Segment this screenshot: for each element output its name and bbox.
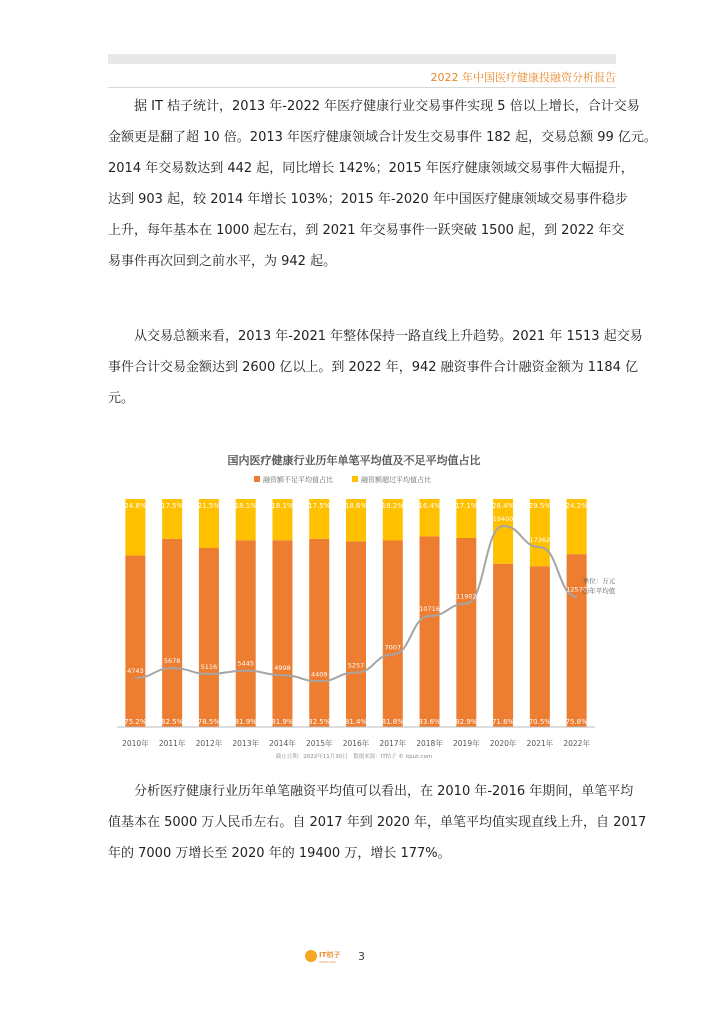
average-value-label: 5445	[237, 659, 254, 668]
bar-value-label-above: 18.1%	[234, 502, 257, 510]
line-series-annotation: 历年平均值	[582, 587, 616, 595]
bar-value-label-above: 17.1%	[455, 502, 478, 510]
bar-value-label-below: 83.6%	[418, 718, 441, 726]
average-value-label: 5678	[163, 657, 181, 666]
bar-segment-below-average	[420, 536, 440, 727]
paragraph-line: 从交易总额来看，2013 年-2021 年整体保持一路直线上升趋势。2021 年 1513 起交易	[108, 329, 643, 344]
bar-value-label-below: 82.5%	[308, 718, 331, 726]
bar-value-label-above: 18.6%	[344, 502, 368, 510]
bar-value-label-above: 16.4%	[418, 502, 441, 510]
bar-segment-below-average	[530, 566, 550, 727]
header-rule	[108, 87, 616, 88]
legend-swatch	[352, 476, 358, 482]
logo-subtext: ITJUZI.COM	[319, 960, 336, 964]
paragraph-line: 事件合计交易金额达到 2600 亿以上。到 2022 年，942 融资事件合计融资金额为 1184 亿	[108, 360, 638, 375]
bar-value-label-above: 18.1%	[271, 502, 294, 510]
chart-title: 国内医疗健康行业历年单笔平均值及不足平均值占比	[227, 454, 481, 467]
x-tick-label: 2014年	[269, 739, 296, 748]
line-unit-annotation: 单位：万元	[582, 577, 616, 585]
paragraph-line: 元。	[108, 391, 135, 406]
paragraph-line: 据 IT 桔子统计，2013 年-2022 年医疗健康行业交易事件实现 5 倍以上增长，合计交易	[108, 99, 640, 114]
average-value-label: 4409	[310, 670, 328, 679]
chart-figure	[108, 448, 616, 766]
x-tick-label: 2011年	[158, 739, 186, 748]
average-value-label: 11902	[455, 592, 477, 601]
bar-value-label-above: 18.2%	[381, 502, 404, 510]
paragraph-line: 金额更是翻了超 10 倍。2013 年医疗健康领域合计发生交易事件 182 起，交易总额 99 亿元。	[108, 130, 657, 145]
average-value-label: 5257	[347, 661, 365, 670]
paragraph-line: 易事件再次回到之前水平，为 942 起。	[108, 254, 337, 269]
bar-value-label-above: 24.8%	[124, 502, 147, 510]
bar-value-label-below: 75.2%	[124, 718, 147, 726]
x-tick-label: 2019年	[453, 739, 480, 748]
chart-footnote: 截止日期：2022年11月30日 数据来源：IT桔子 © itjuzi.com	[275, 754, 433, 760]
bar-value-label-below: 82.9%	[455, 718, 478, 726]
bar-value-label-above: 17.5%	[308, 502, 331, 510]
bar-value-label-below: 81.9%	[271, 718, 294, 726]
paragraph-line: 值基本在 5000 万人民币左右。自 2017 年到 2020 年，单笔平均值实现直线上升，自 2017	[108, 815, 647, 830]
legend-label: 融资额超过平均值占比	[361, 476, 431, 484]
bar-value-label-above: 24.2%	[565, 502, 588, 510]
x-tick-label: 2013年	[232, 739, 259, 748]
bar-value-label-below: 71.6%	[491, 718, 515, 726]
bar-segment-below-average	[309, 539, 329, 727]
average-value-label: 4743	[127, 666, 144, 675]
average-value-label: 10716	[419, 604, 440, 613]
itjuzi-logo	[303, 947, 347, 965]
bar-segment-below-average	[199, 548, 219, 727]
x-tick-label: 2017年	[379, 739, 407, 748]
x-tick-label: 2020年	[489, 739, 517, 748]
paragraph-line: 上升，每年基本在 1000 起左右，到 2021 年交易事件一跃突破 1500 起，到 2022 年交	[108, 223, 625, 238]
header-band	[108, 54, 616, 64]
x-tick-label: 2012年	[195, 739, 223, 748]
page-number: 3	[358, 950, 365, 963]
bar-value-label-below: 70.5%	[528, 718, 551, 726]
logo-orange-icon	[305, 950, 317, 962]
average-value-label: 17362	[529, 536, 551, 545]
average-value-label: 5116	[200, 662, 218, 671]
paragraph-3	[108, 776, 647, 869]
x-tick-label: 2016年	[342, 739, 370, 748]
average-value-label: 7007	[384, 643, 402, 652]
bar-segment-below-average	[272, 540, 292, 727]
bar-segment-below-average	[346, 541, 366, 727]
chart-svg	[108, 448, 616, 766]
bar-segment-below-average	[236, 540, 256, 727]
x-tick-label: 2018年	[416, 739, 443, 748]
x-tick-label: 2021年	[526, 739, 554, 748]
bar-value-label-above: 17.5%	[161, 502, 184, 510]
bar-segment-below-average	[383, 540, 403, 727]
bar-segment-below-average	[456, 538, 476, 727]
bar-value-label-above: 21.5%	[197, 502, 221, 510]
average-value-label: 19400	[492, 514, 514, 523]
paragraph-line: 2014 年交易数达到 442 起，同比增长 142%；2015 年医疗健康领域交易事件大幅提升，	[108, 161, 634, 176]
paragraph-line: 分析医疗健康行业历年单笔融资平均值可以看出，在 2010 年-2016 年期间，单笔平均	[108, 784, 634, 799]
paragraph-line: 年的 7000 万增长至 2020 年的 19400 万，增长 177%。	[108, 846, 451, 861]
paragraph-1	[108, 91, 657, 277]
legend-swatch	[254, 476, 260, 482]
bar-value-label-below: 81.8%	[381, 718, 404, 726]
bar-value-label-below: 81.4%	[344, 718, 368, 726]
x-tick-label: 2022年	[563, 739, 590, 748]
bar-value-label-above: 29.5%	[528, 502, 551, 510]
average-value-label: 4998	[274, 664, 291, 673]
bar-value-label-below: 81.9%	[234, 718, 257, 726]
paragraph-2	[108, 321, 643, 414]
x-tick-label: 2010年	[122, 739, 149, 748]
logo-text: IT桔子	[319, 951, 341, 959]
report-header-title: 2022 年中国医疗健康投融资分析报告	[430, 71, 616, 84]
x-tick-label: 2015年	[305, 739, 333, 748]
bar-value-label-below: 75.8%	[565, 718, 588, 726]
average-value-label: 12570	[566, 585, 587, 594]
bar-segment-below-average	[162, 539, 182, 727]
bar-segment-below-average	[493, 564, 513, 727]
bar-value-label-below: 82.5%	[161, 718, 184, 726]
legend-label: 融资额不足平均值占比	[263, 476, 333, 484]
bar-value-label-below: 78.5%	[197, 718, 221, 726]
bar-value-label-above: 28.4%	[491, 502, 515, 510]
paragraph-line: 达到 903 起，较 2014 年增长 103%；2015 年-2020 年中国医疗健康领域交易事件稳步	[108, 192, 628, 207]
bar-segment-below-average	[125, 556, 145, 727]
